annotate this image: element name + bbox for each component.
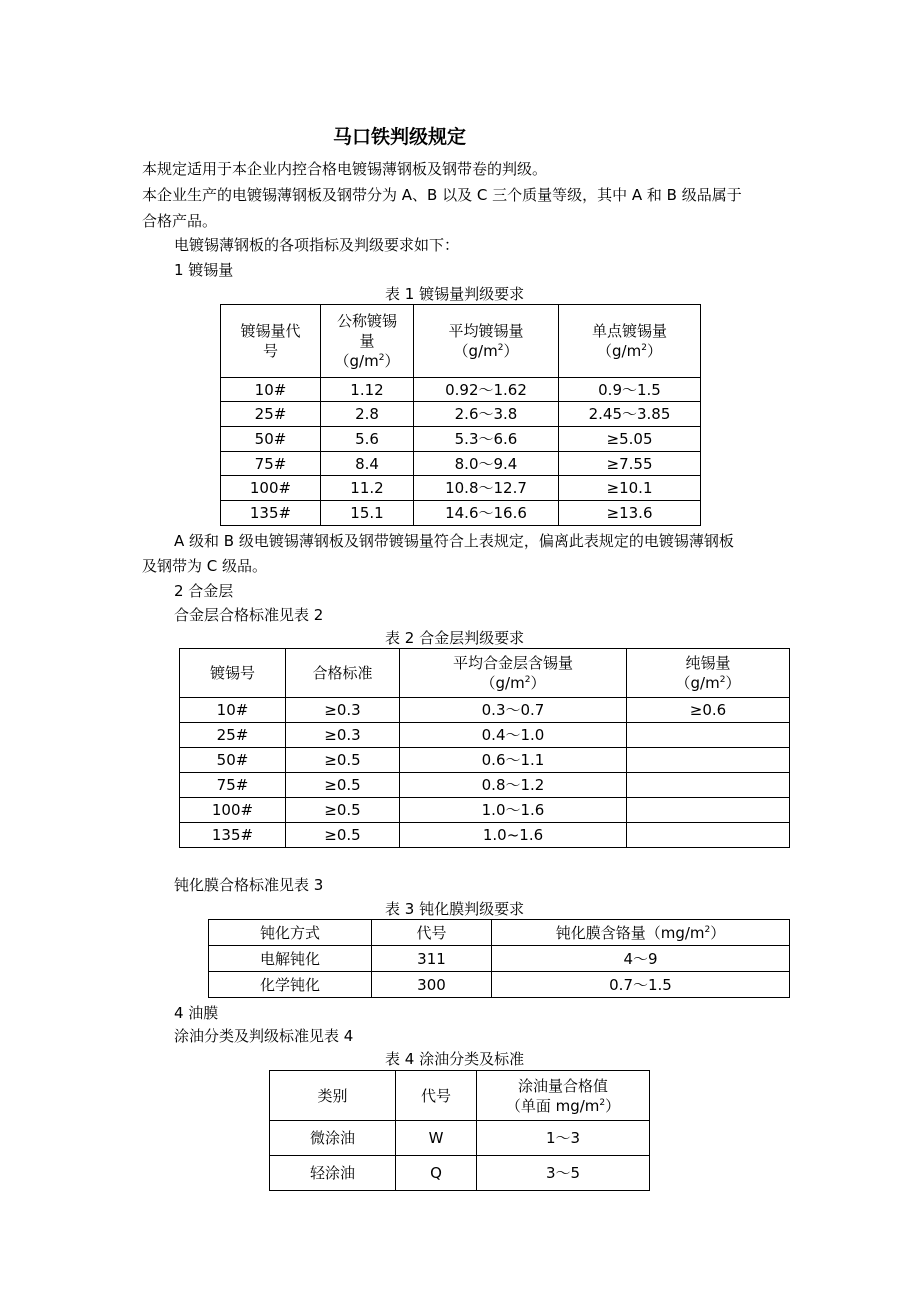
table-cell: 1～3 [477,1121,650,1156]
section-2-heading: 2 合金层 [174,582,234,600]
header-text: 公称镀锡 [336,312,397,330]
table-cell: 50# [180,748,286,773]
table-1-note-line-2: 及钢带为 C 级品。 [142,557,268,575]
page-title: 马口铁判级规定 [333,126,467,148]
table-cell: ≥0.5 [286,823,400,848]
table-cell: ≥10.1 [559,476,701,501]
table-cell: 8.0～9.4 [414,452,559,476]
table-3-header-row [209,920,790,946]
header-text: 单点镀锡量 [591,322,667,340]
table-cell: 0.7～1.5 [492,972,790,998]
table-cell: 化学钝化 [209,972,372,998]
table-2-header-row [180,649,790,698]
table-cell: 8.4 [321,452,414,476]
table-cell: 311 [372,946,492,972]
superscript: 2 [599,1097,606,1108]
table-cell: ≥13.6 [559,501,701,526]
table-cell: ≥0.5 [286,773,400,798]
table-1-note-line-1: A 级和 B 级电镀锡薄钢板及钢带镀锡量符合上表规定，偏离此表规定的电镀锡薄钢板 [174,532,734,550]
table-2-header-pure [627,649,790,698]
table-1-header-row [221,305,701,378]
table-row [180,823,790,848]
table-cell: W [396,1121,477,1156]
header-text: ） [710,923,726,942]
header-text: 平均合金层含锡量 [452,654,573,672]
header-text: （单面 mg/m [505,1096,600,1115]
table-cell: ≥7.55 [559,452,701,476]
table-cell: 14.6～16.6 [414,501,559,526]
table-cell: 0.3～0.7 [400,698,627,723]
table-cell: ≥0.6 [627,698,790,723]
header-text: ） [503,342,519,360]
table-row [270,1156,650,1191]
table-cell: 135# [180,823,286,848]
section-4-sub: 涂油分类及判级标准见表 4 [174,1027,354,1045]
superscript: 2 [524,675,531,685]
table-cell: 2.8 [321,402,414,427]
table-cell: 15.1 [321,501,414,526]
header-text: 平均镀锡量 [448,322,524,340]
section-1-heading: 1 镀锡量 [174,261,234,279]
header-text: ） [530,674,546,692]
header-text: ） [725,674,741,692]
table-1-caption: 表 1 镀锡量判级要求 [385,285,525,303]
header-text: 号 [262,342,278,360]
table-1-header-code [221,305,321,378]
table-row [221,402,701,427]
header-text: （g/m [480,674,525,692]
superscript: 2 [378,353,385,363]
header-text: （g/m [597,342,642,360]
table-4-header-category: 类别 [270,1071,396,1121]
table-cell: 0.6～1.1 [400,748,627,773]
table-cell: 300 [372,972,492,998]
table-row [221,427,701,452]
table-cell: 50# [221,427,321,452]
table-cell: ≥0.3 [286,723,400,748]
table-cell: ≥0.5 [286,748,400,773]
table-cell: 微涂油 [270,1121,396,1156]
header-text: （g/m [334,352,379,370]
table-1-header-nominal [321,305,414,378]
header-text: ） [605,1096,621,1115]
header-text: ） [646,342,662,360]
table-cell: 电解钝化 [209,946,372,972]
table-3-header-method: 钝化方式 [209,920,372,946]
table-4-header-code: 代号 [396,1071,477,1121]
table-cell: 25# [221,402,321,427]
table-row [209,972,790,998]
table-4-header-row [270,1071,650,1121]
table-2-header-standard: 合格标准 [286,649,400,698]
intro-line-1: 本规定适用于本企业内控合格电镀锡薄钢板及钢带卷的判级。 [142,160,548,178]
table-cell: 0.92～1.62 [414,378,559,402]
table-cell: 2.45～3.85 [559,402,701,427]
superscript: 2 [497,343,504,353]
table-cell: 5.6 [321,427,414,452]
table-cell: 0.9～1.5 [559,378,701,402]
superscript: 2 [641,343,647,353]
table-cell [627,823,790,848]
header-text: 镀锡量代 [240,322,301,340]
section-3-sub: 钝化膜合格标准见表 3 [174,876,324,894]
table-4 [269,1070,650,1191]
table-cell: 10.8～12.7 [414,476,559,501]
table-cell: ≥5.05 [559,427,701,452]
table-cell: 135# [221,501,321,526]
table-row [180,723,790,748]
table-row [221,476,701,501]
table-2-caption: 表 2 合金层判级要求 [385,629,525,647]
table-cell: 0.8～1.2 [400,773,627,798]
table-4-header-oil [477,1071,650,1121]
table-cell: 1.0～1.6 [400,798,627,823]
table-1 [220,304,701,526]
table-row [221,452,701,476]
header-text: 纯锡量 [685,654,731,672]
table-cell: 10# [221,378,321,402]
table-cell: Q [396,1156,477,1191]
table-cell: 2.6～3.8 [414,402,559,427]
header-text: 钝化膜含铬量（mg/m [555,923,705,942]
table-row [180,698,790,723]
table-2-header-alloy [400,649,627,698]
table-row [180,798,790,823]
table-cell: 0.4～1.0 [400,723,627,748]
superscript: 2 [704,924,711,935]
table-3-header-chrome [492,920,790,946]
header-text: ） [384,352,400,370]
intro-line-3: 合格产品。 [142,212,218,230]
table-cell: 10# [180,698,286,723]
superscript: 2 [719,675,726,685]
header-text: （g/m [453,342,498,360]
table-cell: 轻涂油 [270,1156,396,1191]
table-1-header-average [414,305,559,378]
table-row [180,748,790,773]
intro-line-4: 电镀锡薄钢板的各项指标及判级要求如下： [174,236,460,254]
header-text: （g/m [675,674,720,692]
table-cell: 100# [221,476,321,501]
table-cell: 4～9 [492,946,790,972]
table-cell: 25# [180,723,286,748]
table-cell: ≥0.5 [286,798,400,823]
table-2 [179,648,790,848]
table-row [221,501,701,526]
header-text: 涂油量合格值 [517,1076,608,1095]
header-text: 量 [359,332,375,350]
table-row [209,946,790,972]
table-row [270,1121,650,1156]
table-cell [627,773,790,798]
table-cell [627,748,790,773]
table-row [221,378,701,402]
section-4-heading: 4 油膜 [174,1004,219,1022]
table-4-caption: 表 4 涂油分类及标准 [385,1050,525,1068]
table-cell: 75# [180,773,286,798]
table-cell: ≥0.3 [286,698,400,723]
table-cell [627,798,790,823]
intro-line-2: 本企业生产的电镀锡薄钢板及钢带分为 A、B 以及 C 三个质量等级，其中 A 和 B 级品属于 [142,186,742,204]
table-cell: 75# [221,452,321,476]
table-cell: 1.12 [321,378,414,402]
table-3-header-code: 代号 [372,920,492,946]
table-3-caption: 表 3 钝化膜判级要求 [385,900,525,918]
table-2-header-code: 镀锡号 [180,649,286,698]
table-cell: 5.3～6.6 [414,427,559,452]
table-cell: 100# [180,798,286,823]
table-row [180,773,790,798]
table-cell [627,723,790,748]
table-cell: 3～5 [477,1156,650,1191]
table-3 [208,919,790,998]
table-cell: 11.2 [321,476,414,501]
table-cell: 1.0~1.6 [400,823,627,848]
section-2-sub: 合金层合格标准见表 2 [174,606,324,624]
table-1-header-single [559,305,701,378]
